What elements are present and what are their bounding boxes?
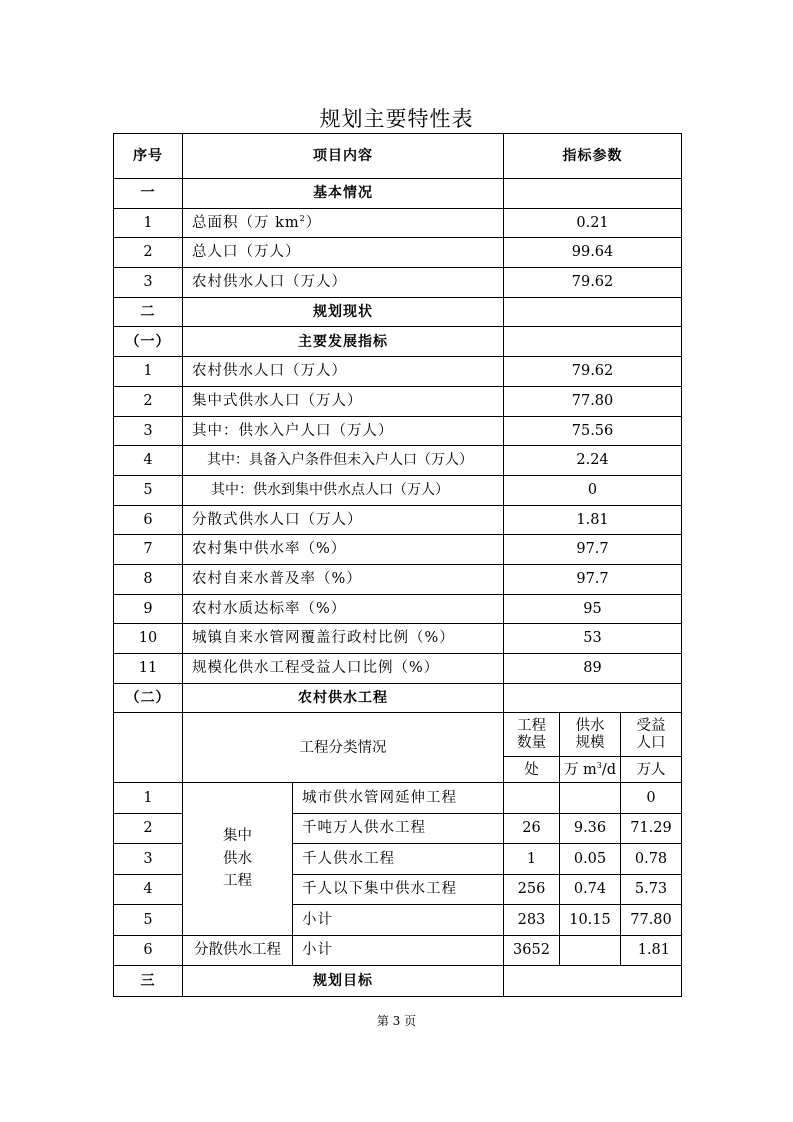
- section-no: 三: [114, 966, 183, 997]
- row-value: 79.62: [504, 268, 682, 298]
- row-value: 79.62: [504, 357, 682, 387]
- subsection-row: [114, 327, 682, 357]
- row-value: 53: [504, 624, 682, 654]
- row-no: 3: [114, 416, 183, 446]
- project-benefit: 1.81: [621, 935, 682, 966]
- project-name: 千吨万人供水工程: [293, 813, 504, 844]
- row-label: 城镇自来水管网覆盖行政村比例（%）: [183, 624, 504, 654]
- table-row: [114, 208, 682, 238]
- section-label: 规划现状: [183, 297, 504, 327]
- central-group-label: 集中 供水 工程: [183, 783, 293, 936]
- table-row: [114, 654, 682, 684]
- table-row: [114, 475, 682, 505]
- project-count: [504, 783, 560, 814]
- row-no: 2: [114, 386, 183, 416]
- row-label: 规模化供水工程受益人口比例（%）: [183, 654, 504, 684]
- page-footer: 第 3 页: [376, 1014, 417, 1028]
- row-value: 99.64: [504, 238, 682, 268]
- row-label: 其中：具备入户条件但未入户人口（万人）: [183, 446, 504, 476]
- row-label: 其中：供水到集中供水点人口（万人）: [183, 475, 504, 505]
- table-row: [114, 594, 682, 624]
- header-no: 序号: [114, 134, 183, 179]
- project-name: 小计: [293, 935, 504, 966]
- table-row: [114, 268, 682, 298]
- scale-unit: 万 $m^3/d$: [560, 757, 621, 783]
- project-scale: 0.05: [560, 844, 621, 875]
- row-label: 农村水质达标率（%）: [183, 594, 504, 624]
- project-count: 1: [504, 844, 560, 875]
- row-label: 农村供水人口（万人）: [183, 357, 504, 387]
- project-scale: 10.15: [560, 905, 621, 936]
- project-scale: 9.36: [560, 813, 621, 844]
- row-no: 11: [114, 654, 183, 684]
- project-count: 283: [504, 905, 560, 936]
- section-no: 一: [114, 179, 183, 209]
- project-name: 千人供水工程: [293, 844, 504, 875]
- subsection-label: 主要发展指标: [183, 327, 504, 357]
- characteristics-table: [113, 133, 682, 997]
- section-row: [114, 179, 682, 209]
- benefit-unit: 万人: [621, 757, 682, 783]
- row-no: 2: [114, 813, 183, 844]
- row-label: 农村供水人口（万人）: [183, 268, 504, 298]
- project-scale: 0.74: [560, 874, 621, 905]
- table-row: [114, 783, 682, 814]
- row-no: 6: [114, 935, 183, 966]
- table-row: [114, 624, 682, 654]
- table-row: [114, 564, 682, 594]
- section-row: [114, 297, 682, 327]
- project-count: 26: [504, 813, 560, 844]
- project-count: 256: [504, 874, 560, 905]
- project-scale: [560, 783, 621, 814]
- page-title: 规划主要特性表: [319, 107, 474, 131]
- row-value: 0: [504, 475, 682, 505]
- row-label: 总面积（万 $km^2$）: [183, 208, 504, 238]
- project-benefit: 77.80: [621, 905, 682, 936]
- subsection-no: （一）: [114, 327, 183, 357]
- subsection-no: （二）: [114, 683, 183, 713]
- row-label: 集中式供水人口（万人）: [183, 386, 504, 416]
- project-name: 城市供水管网延伸工程: [293, 783, 504, 814]
- section-row: [114, 966, 682, 997]
- row-value: 1.81: [504, 505, 682, 535]
- row-value: 89: [504, 654, 682, 684]
- table-row: [114, 238, 682, 268]
- dispersed-group-label: 分散供水工程: [183, 935, 293, 966]
- row-value: 2.24: [504, 446, 682, 476]
- row-no: 7: [114, 535, 183, 565]
- project-benefit: 5.73: [621, 874, 682, 905]
- row-no: 8: [114, 564, 183, 594]
- row-label: 其中：供水入户人口（万人）: [183, 416, 504, 446]
- scale-header: 供水 规模: [560, 713, 621, 757]
- row-label: 农村自来水普及率（%）: [183, 564, 504, 594]
- table-row: [114, 505, 682, 535]
- project-name: 千人以下集中供水工程: [293, 874, 504, 905]
- row-label: 分散式供水人口（万人）: [183, 505, 504, 535]
- header-item: 项目内容: [183, 134, 504, 179]
- row-label: 总人口（万人）: [183, 238, 504, 268]
- count-header: 工程 数量: [504, 713, 560, 757]
- project-benefit: 71.29: [621, 813, 682, 844]
- row-value: 97.7: [504, 564, 682, 594]
- row-no: 6: [114, 505, 183, 535]
- row-value: 77.80: [504, 386, 682, 416]
- table-row: [114, 535, 682, 565]
- table-row: [114, 357, 682, 387]
- row-value: 97.7: [504, 535, 682, 565]
- table-row: [114, 386, 682, 416]
- page-number: 3: [392, 1014, 401, 1028]
- row-no: 2: [114, 238, 183, 268]
- section-no: 二: [114, 297, 183, 327]
- row-no: 1: [114, 208, 183, 238]
- row-no: 4: [114, 874, 183, 905]
- count-unit: 处: [504, 757, 560, 783]
- project-benefit: 0.78: [621, 844, 682, 875]
- project-count: 3652: [504, 935, 560, 966]
- row-no: 10: [114, 624, 183, 654]
- row-no: 1: [114, 357, 183, 387]
- project-category-label: 工程分类情况: [183, 713, 504, 783]
- table-row: [114, 935, 682, 966]
- table-header-row: [114, 134, 682, 179]
- row-value: 75.56: [504, 416, 682, 446]
- row-label: 农村集中供水率（%）: [183, 535, 504, 565]
- project-header-row: [114, 713, 682, 757]
- row-value: 0.21: [504, 208, 682, 238]
- row-no: 4: [114, 446, 183, 476]
- row-no: 3: [114, 268, 183, 298]
- table-row: [114, 416, 682, 446]
- table-row: [114, 446, 682, 476]
- row-no: 3: [114, 844, 183, 875]
- row-no: 1: [114, 783, 183, 814]
- benefit-header: 受益 人口: [621, 713, 682, 757]
- row-value: 95: [504, 594, 682, 624]
- row-no: 9: [114, 594, 183, 624]
- section-label: 规划目标: [183, 966, 504, 997]
- row-no: 5: [114, 905, 183, 936]
- section-label: 基本情况: [183, 179, 504, 209]
- header-value: 指标参数: [504, 134, 682, 179]
- project-name: 小计: [293, 905, 504, 936]
- project-benefit: 0: [621, 783, 682, 814]
- row-no: 5: [114, 475, 183, 505]
- project-scale: [560, 935, 621, 966]
- subsection-label: 农村供水工程: [183, 683, 504, 713]
- subsection-row: [114, 683, 682, 713]
